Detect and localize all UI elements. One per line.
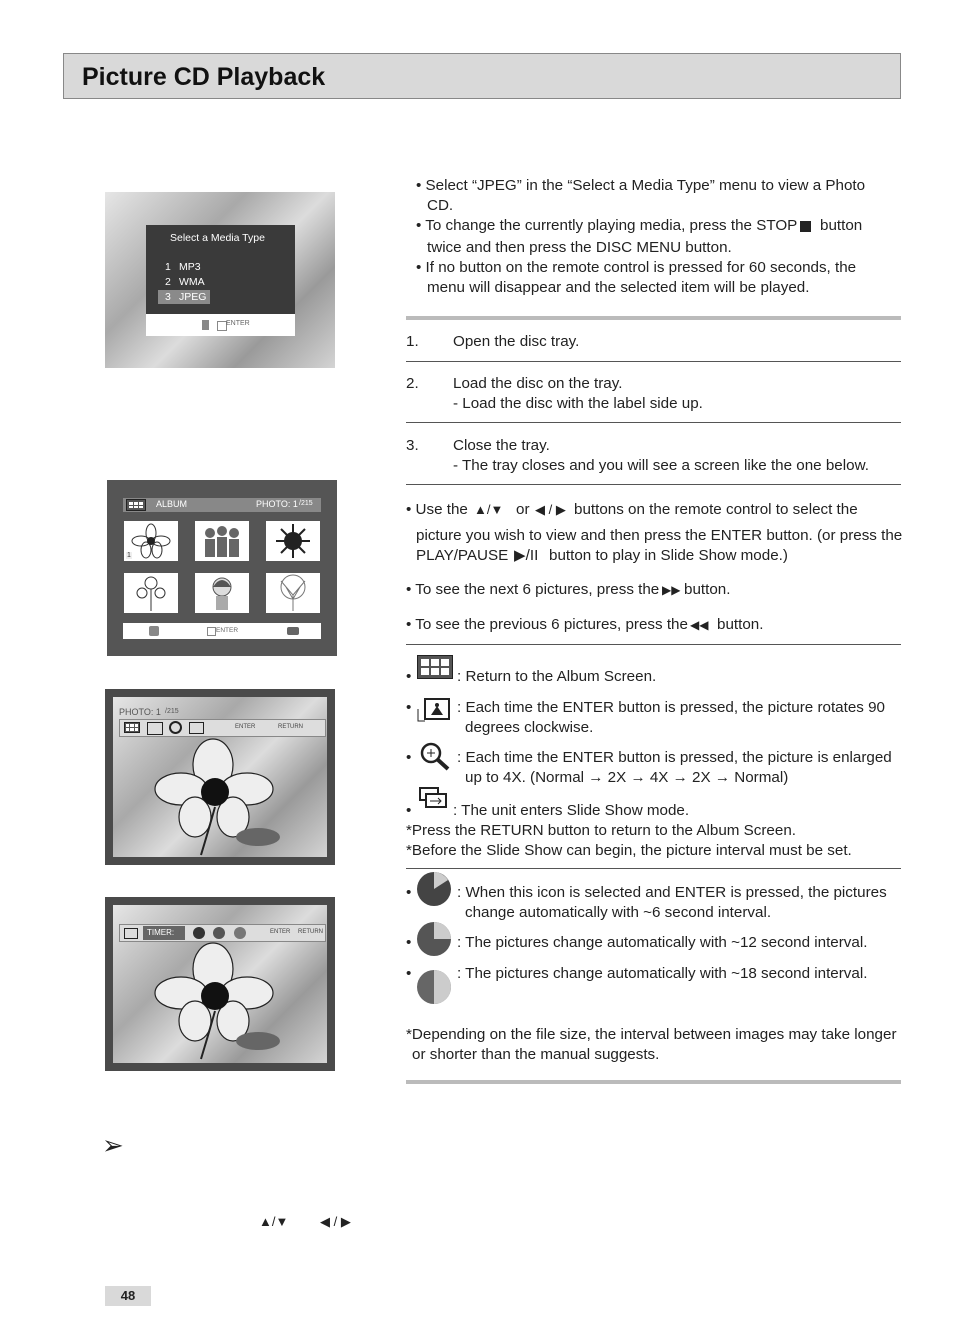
step-number: 2. [406, 375, 419, 392]
photo-counter: PHOTO: 1 [256, 499, 298, 509]
nav-line-2: picture you wish to view and then press the ENTER button. (or press the [416, 527, 903, 544]
divider [406, 316, 901, 320]
rotate-desc: : Each time the ENTER button is pressed, the picture rotates 90 [457, 699, 885, 716]
nav-line-1: buttons on the remote control to select the [574, 501, 858, 518]
page-title: Picture CD Playback [82, 63, 326, 91]
enter-label: ENTER [226, 320, 250, 327]
people-icon [195, 521, 249, 561]
media-item-num: 2 [165, 276, 171, 288]
nav-use-the: • Use the [406, 501, 468, 518]
photo-total: /215 [165, 708, 179, 715]
arrows-icon [149, 626, 159, 636]
thumb-number: 1 [127, 552, 131, 559]
bullet: • [406, 934, 412, 951]
enter-label: ENTER [216, 627, 239, 634]
updown-icon [202, 320, 209, 330]
step-subtext: - Load the disc with the label side up. [453, 395, 703, 412]
up-down-arrow-icon: ▲/▼ [259, 1214, 289, 1229]
timer-photo-area [113, 905, 327, 1063]
play-pause-icon: ▶/II [514, 547, 539, 564]
up-down-arrow-icon: ▲/▼ [474, 502, 504, 517]
intro-bullet-3-cont: menu will disappear and the selected item will be played. [427, 279, 810, 296]
file-size-note: *Depending on the file size, the interval between images may take longer [406, 1026, 897, 1043]
return-label: RETURN [298, 929, 323, 935]
thumbnail-girl[interactable] [195, 573, 249, 613]
photo-total: /215 [299, 500, 313, 507]
bullet: • [406, 699, 412, 716]
media-item-mp3[interactable]: MP3 [179, 261, 201, 273]
rotate-desc-cont: degrees clockwise. [465, 719, 594, 736]
slideshow-desc: : The unit enters Slide Show mode. [453, 802, 690, 819]
media-menu-title: Select a Media Type [170, 232, 265, 244]
album-footer [123, 623, 321, 639]
rotate-icon[interactable] [147, 722, 163, 735]
media-type-menu [146, 225, 295, 314]
nav-next-button: button. [684, 581, 731, 598]
girl-icon [195, 573, 249, 613]
timer-6s-icon[interactable] [193, 927, 205, 939]
album-label: ALBUM [156, 499, 188, 509]
return-note: *Press the RETURN button to return to the Album Screen. [406, 822, 796, 839]
thumb-number: 3 [272, 552, 276, 559]
bullet: • [406, 884, 412, 901]
step-number: 1. [406, 333, 419, 350]
divider [406, 484, 901, 485]
album-icon[interactable] [124, 722, 140, 733]
nav-play-pause: PLAY/PAUSE [416, 547, 509, 564]
media-item-jpeg[interactable]: JPEG [179, 291, 207, 303]
intro-bullet-2: • To change the currently playing media, press the STOP [416, 217, 798, 234]
intro-bullet-2-button: button [820, 217, 863, 234]
slideshow-icon [124, 928, 138, 939]
timer-toolbar [119, 924, 326, 942]
enter-icon [207, 627, 216, 636]
step-subtext: - The tray closes and you will see a screen like the one below. [453, 457, 869, 474]
zoom-desc: : Each time the ENTER button is pressed, the picture is enlarged [457, 749, 892, 766]
left-right-arrow-icon: ◀ / ▶ [320, 1214, 351, 1229]
enter-label: ENTER [235, 724, 256, 730]
step-text: Load the disc on the tray. [453, 375, 623, 392]
photo-view-screen [105, 689, 335, 865]
nav-or: or [516, 501, 530, 518]
timer-screen [105, 897, 335, 1071]
timer-18s-icon[interactable] [234, 927, 246, 939]
thumb-number: 6 [272, 604, 276, 611]
interval-note: *Before the Slide Show can begin, the picture interval must be set. [406, 842, 852, 859]
media-menu-footer [146, 314, 295, 336]
photo-counter: PHOTO: 1 [119, 707, 161, 717]
slideshow-icon [418, 786, 450, 810]
zoom-icon[interactable] [169, 721, 182, 734]
flower-photo-icon [153, 941, 293, 1061]
album-screen [107, 480, 337, 656]
note-arrow-icon: ➢ [102, 1130, 124, 1160]
timer-18s-desc: : The pictures change automatically with ~18 second interval. [457, 965, 868, 982]
bullet: • [406, 668, 412, 685]
nav-prev: • To see the previous 6 pictures, press the [406, 616, 688, 633]
intro-bullet-2-cont: twice and then press the DISC MENU button. [427, 239, 732, 256]
nav-prev-button: button. [717, 616, 764, 633]
intro-bullet-1: • Select “JPEG” in the “Select a Media Type” menu to view a Photo [416, 177, 866, 194]
flower-photo-icon [153, 737, 293, 857]
flowers-icon [124, 573, 178, 613]
timer-6s-desc: : When this icon is selected and ENTER is pressed, the pictures [457, 884, 887, 901]
divider [406, 422, 901, 423]
rewind-icon: ◀◀ [690, 618, 709, 632]
thumb-number: 5 [199, 604, 203, 611]
album-icon [417, 655, 453, 679]
return-label: RETURN [278, 724, 303, 730]
media-type-screen [105, 192, 335, 368]
zoom-desc-cont: up to 4X. (Normal → 2X → 4X → 2X → Normal) [465, 769, 789, 786]
media-item-num: 3 [165, 291, 171, 303]
photo-area [113, 697, 327, 857]
album-header [123, 498, 321, 512]
file-size-note-cont: or shorter than the manual suggests. [412, 1046, 660, 1063]
media-item-wma[interactable]: WMA [179, 276, 205, 288]
page-number: 48 [105, 1286, 151, 1306]
timer-12s-desc: : The pictures change automatically with ~12 second interval. [457, 934, 868, 951]
step-text: Close the tray. [453, 437, 550, 454]
step-number: 3. [406, 437, 419, 454]
divider [406, 361, 901, 362]
divider [406, 644, 901, 645]
thumbnail-flower[interactable] [124, 521, 178, 561]
timer-6s-desc-cont: change automatically with ~6 second interval. [465, 904, 772, 921]
photo-toolbar [119, 719, 326, 737]
nav-next: • To see the next 6 pictures, press the [406, 581, 660, 598]
timer-18s-icon [415, 968, 453, 1006]
intro-bullet-1-cont: CD. [427, 197, 454, 214]
page-title-bar [63, 53, 901, 99]
timer-12s-icon [415, 920, 453, 958]
thumb-number: 4 [126, 604, 130, 611]
album-icon [126, 499, 146, 511]
bullet: • [406, 965, 412, 982]
zoom-icon [419, 741, 451, 771]
intro-bullet-3: • If no button on the remote control is pressed for 60 seconds, the [416, 259, 857, 276]
flower-icon [124, 521, 178, 561]
stop-icon [800, 221, 811, 232]
timer-label: TIMER: [147, 928, 175, 937]
album-desc: : Return to the Album Screen. [457, 668, 657, 685]
bullet: • [406, 802, 412, 819]
thumb-number: 2 [199, 552, 203, 559]
thumbnail-people[interactable] [195, 521, 249, 561]
thumbnail-flowers[interactable] [124, 573, 178, 613]
divider [406, 1080, 901, 1084]
slideshow-icon[interactable] [189, 722, 204, 734]
skip-icon [287, 627, 299, 635]
bullet: • [406, 749, 412, 766]
rotate-icon [415, 695, 455, 725]
nav-line-3: button to play in Slide Show mode.) [549, 547, 788, 564]
fast-forward-icon: ▶▶ [662, 583, 681, 597]
step-text: Open the disc tray. [453, 333, 580, 350]
left-right-arrow-icon: ◀ / ▶ [535, 502, 566, 517]
timer-12s-icon[interactable] [213, 927, 225, 939]
divider [406, 868, 901, 869]
media-item-num: 1 [165, 261, 171, 273]
timer-6s-icon [415, 870, 453, 908]
enter-label: ENTER [270, 929, 291, 935]
